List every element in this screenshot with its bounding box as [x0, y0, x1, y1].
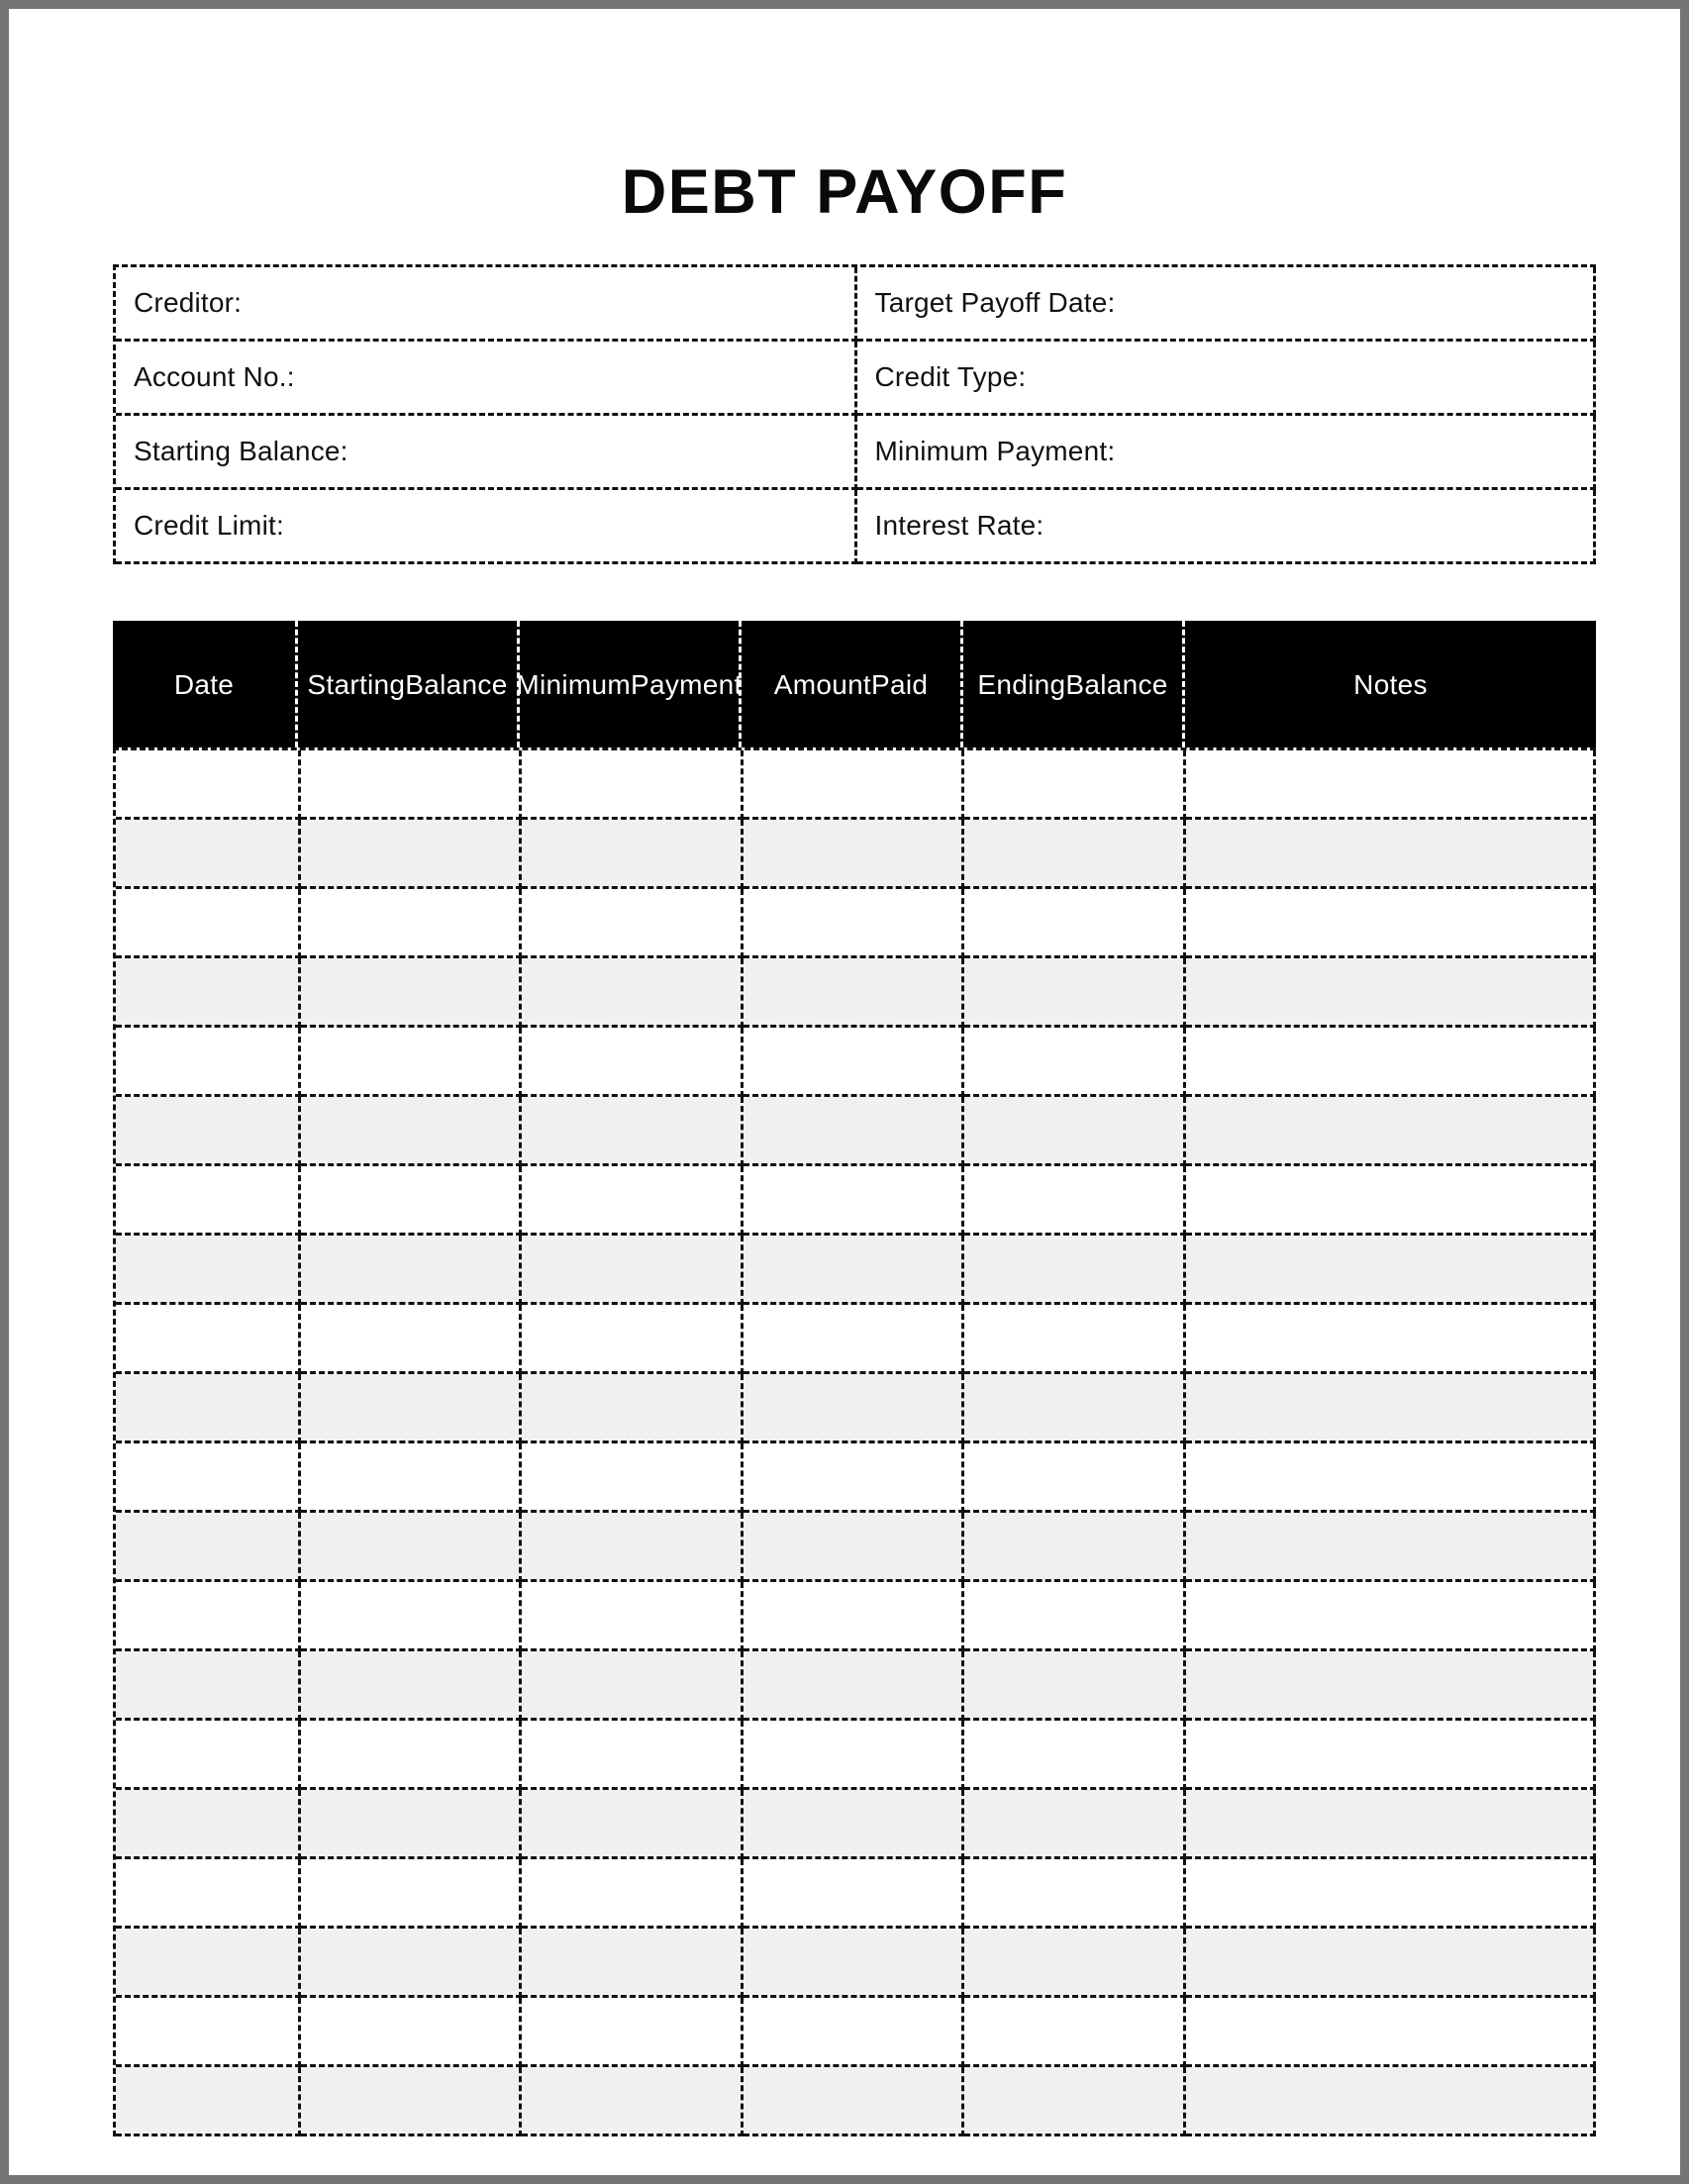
table-cell[interactable]	[522, 1929, 744, 1998]
table-cell[interactable]	[301, 1097, 523, 1166]
table-row	[116, 1305, 1596, 1374]
table-cell[interactable]	[964, 1097, 1186, 1166]
table-cell[interactable]	[744, 1166, 965, 1236]
info-row	[116, 267, 1596, 342]
table-cell[interactable]	[301, 1651, 523, 1721]
table-cell[interactable]	[964, 1236, 1186, 1305]
table-cell[interactable]	[116, 958, 301, 1028]
worksheet-sheet	[9, 9, 1680, 2175]
column-header-line2: Balance	[1065, 668, 1168, 700]
table-cell[interactable]	[301, 1305, 523, 1374]
table-cell[interactable]	[116, 1374, 301, 1443]
table-cell[interactable]	[301, 750, 523, 820]
table-cell[interactable]	[744, 1374, 965, 1443]
table-body	[113, 747, 1596, 2136]
table-cell[interactable]	[301, 958, 523, 1028]
table-cell[interactable]	[744, 889, 965, 958]
table-cell[interactable]	[744, 1443, 965, 1513]
table-cell[interactable]	[1186, 1305, 1596, 1374]
table-cell[interactable]	[744, 1097, 965, 1166]
table-row	[116, 958, 1596, 1028]
table-cell[interactable]	[522, 1790, 744, 1859]
column-header-1	[298, 621, 520, 747]
table-cell[interactable]	[964, 1998, 1186, 2067]
table-cell[interactable]	[522, 1166, 744, 1236]
table-cell[interactable]	[744, 2067, 965, 2136]
table-cell[interactable]	[301, 1998, 523, 2067]
table-cell[interactable]	[744, 1513, 965, 1582]
table-cell[interactable]	[1186, 1097, 1596, 1166]
table-cell[interactable]	[522, 1374, 744, 1443]
table-cell[interactable]	[301, 1790, 523, 1859]
column-header-line1: Ending	[977, 668, 1066, 700]
table-cell[interactable]	[1186, 1443, 1596, 1513]
table-cell[interactable]	[522, 2067, 744, 2136]
table-row	[116, 1582, 1596, 1651]
table-cell[interactable]	[964, 1305, 1186, 1374]
table-cell[interactable]	[116, 1028, 301, 1097]
column-header-line1: Date	[173, 668, 235, 700]
table-cell[interactable]	[116, 820, 301, 889]
table-cell[interactable]	[522, 1443, 744, 1513]
table-row	[116, 1028, 1596, 1097]
table-row	[116, 2067, 1596, 2136]
table-cell[interactable]	[522, 958, 744, 1028]
table-cell[interactable]	[301, 889, 523, 958]
table-cell[interactable]	[964, 820, 1186, 889]
table-cell[interactable]	[744, 1998, 965, 2067]
table-cell[interactable]	[301, 1721, 523, 1790]
table-cell[interactable]	[522, 1236, 744, 1305]
table-cell[interactable]	[1186, 750, 1596, 820]
table-cell[interactable]	[116, 1236, 301, 1305]
table-cell[interactable]	[744, 1651, 965, 1721]
table-row	[116, 1998, 1596, 2067]
column-header-line1: Minimum	[516, 668, 632, 700]
info-field-right[interactable]: Interest Rate:	[857, 490, 1597, 564]
page-title: DEBT PAYOFF	[621, 157, 1068, 228]
table-cell[interactable]	[1186, 820, 1596, 889]
table-cell[interactable]	[1186, 1028, 1596, 1097]
table-row	[116, 1513, 1596, 1582]
table-cell[interactable]	[1186, 1859, 1596, 1929]
table-header-row	[113, 621, 1596, 747]
table-cell[interactable]	[1186, 1721, 1596, 1790]
table-cell[interactable]	[744, 1236, 965, 1305]
table-cell[interactable]	[301, 1028, 523, 1097]
table-row	[116, 889, 1596, 958]
table-cell[interactable]	[522, 1028, 744, 1097]
table-cell[interactable]	[1186, 1929, 1596, 1998]
info-row	[116, 342, 1596, 416]
table-cell[interactable]	[301, 2067, 523, 2136]
table-row	[116, 1929, 1596, 1998]
table-row	[116, 750, 1596, 820]
table-cell[interactable]	[116, 1097, 301, 1166]
table-cell[interactable]	[964, 1374, 1186, 1443]
info-field-left[interactable]: Account No.:	[116, 342, 857, 416]
table-cell[interactable]	[744, 958, 965, 1028]
table-cell[interactable]	[964, 1651, 1186, 1721]
table-cell[interactable]	[964, 1790, 1186, 1859]
table-cell[interactable]	[301, 1166, 523, 1236]
table-cell[interactable]	[964, 1582, 1186, 1651]
account-info-grid	[113, 264, 1596, 564]
table-cell[interactable]	[116, 1859, 301, 1929]
table-cell[interactable]	[1186, 1513, 1596, 1582]
table-cell[interactable]	[116, 1998, 301, 2067]
table-cell[interactable]	[964, 1859, 1186, 1929]
table-cell[interactable]	[116, 889, 301, 958]
table-row	[116, 1790, 1596, 1859]
table-row	[116, 1166, 1596, 1236]
table-cell[interactable]	[1186, 958, 1596, 1028]
info-field-right[interactable]: Target Payoff Date:	[857, 267, 1597, 342]
info-field-right[interactable]: Credit Type:	[857, 342, 1597, 416]
table-cell[interactable]	[964, 1721, 1186, 1790]
table-row	[116, 1374, 1596, 1443]
table-cell[interactable]	[964, 1443, 1186, 1513]
table-cell[interactable]	[1186, 1651, 1596, 1721]
info-field-left[interactable]: Creditor:	[116, 267, 857, 342]
table-cell[interactable]	[301, 1929, 523, 1998]
table-cell[interactable]	[744, 1028, 965, 1097]
table-cell[interactable]	[522, 1582, 744, 1651]
table-cell[interactable]	[301, 1443, 523, 1513]
column-header-0	[113, 621, 298, 747]
info-field-left[interactable]: Credit Limit:	[116, 490, 857, 564]
table-cell[interactable]	[116, 1513, 301, 1582]
table-cell[interactable]	[301, 1236, 523, 1305]
table-row	[116, 1721, 1596, 1790]
column-header-line2: Paid	[871, 668, 929, 700]
column-header-3	[742, 621, 963, 747]
table-cell[interactable]	[744, 1790, 965, 1859]
table-cell[interactable]	[964, 889, 1186, 958]
table-cell[interactable]	[744, 1929, 965, 1998]
table-cell[interactable]	[116, 1582, 301, 1651]
info-row	[116, 416, 1596, 490]
table-cell[interactable]	[522, 889, 744, 958]
column-header-line2: Payment	[631, 668, 743, 700]
table-cell[interactable]	[522, 750, 744, 820]
table-cell[interactable]	[744, 1305, 965, 1374]
table-row	[116, 1236, 1596, 1305]
table-cell[interactable]	[116, 1651, 301, 1721]
table-cell[interactable]	[522, 1859, 744, 1929]
column-header-line2: Balance	[405, 668, 508, 700]
table-row	[116, 1651, 1596, 1721]
table-cell[interactable]	[522, 1513, 744, 1582]
table-row	[116, 1097, 1596, 1166]
table-cell[interactable]	[964, 750, 1186, 820]
table-cell[interactable]	[116, 1443, 301, 1513]
table-cell[interactable]	[522, 1651, 744, 1721]
payment-log-table	[113, 621, 1596, 2136]
table-cell[interactable]	[1186, 1582, 1596, 1651]
table-cell[interactable]	[964, 1929, 1186, 1998]
table-cell[interactable]	[301, 1374, 523, 1443]
table-cell[interactable]	[1186, 2067, 1596, 2136]
column-header-line1: Notes	[1353, 668, 1428, 700]
table-cell[interactable]	[116, 750, 301, 820]
table-cell[interactable]	[964, 1166, 1186, 1236]
table-cell[interactable]	[1186, 1236, 1596, 1305]
table-cell[interactable]	[522, 1998, 744, 2067]
table-cell[interactable]	[744, 1582, 965, 1651]
table-cell[interactable]	[301, 820, 523, 889]
table-cell[interactable]	[116, 1721, 301, 1790]
table-cell[interactable]	[116, 1929, 301, 1998]
table-cell[interactable]	[301, 1513, 523, 1582]
table-cell[interactable]	[522, 1721, 744, 1790]
table-cell[interactable]	[522, 1305, 744, 1374]
table-cell[interactable]	[964, 1028, 1186, 1097]
info-field-left[interactable]: Starting Balance:	[116, 416, 857, 490]
table-cell[interactable]	[964, 2067, 1186, 2136]
table-cell[interactable]	[116, 1305, 301, 1374]
info-field-right[interactable]: Minimum Payment:	[857, 416, 1597, 490]
column-header-line1: Amount	[773, 668, 872, 700]
table-cell[interactable]	[1186, 1790, 1596, 1859]
table-cell[interactable]	[1186, 889, 1596, 958]
column-header-5	[1185, 621, 1596, 747]
column-header-line1: Starting	[307, 668, 406, 700]
table-cell[interactable]	[964, 958, 1186, 1028]
table-cell[interactable]	[522, 1097, 744, 1166]
table-cell[interactable]	[301, 1582, 523, 1651]
table-cell[interactable]	[744, 820, 965, 889]
table-cell[interactable]	[744, 1859, 965, 1929]
table-cell[interactable]	[1186, 1374, 1596, 1443]
table-cell[interactable]	[116, 1790, 301, 1859]
table-row	[116, 820, 1596, 889]
table-cell[interactable]	[744, 750, 965, 820]
table-cell[interactable]	[522, 820, 744, 889]
table-cell[interactable]	[116, 1166, 301, 1236]
table-cell[interactable]	[301, 1859, 523, 1929]
table-row	[116, 1443, 1596, 1513]
table-cell[interactable]	[1186, 1998, 1596, 2067]
table-cell[interactable]	[964, 1513, 1186, 1582]
table-cell[interactable]	[116, 2067, 301, 2136]
table-cell[interactable]	[744, 1721, 965, 1790]
info-row	[116, 490, 1596, 564]
column-header-4	[963, 621, 1185, 747]
table-cell[interactable]	[1186, 1166, 1596, 1236]
table-row	[116, 1859, 1596, 1929]
column-header-2	[516, 621, 743, 747]
